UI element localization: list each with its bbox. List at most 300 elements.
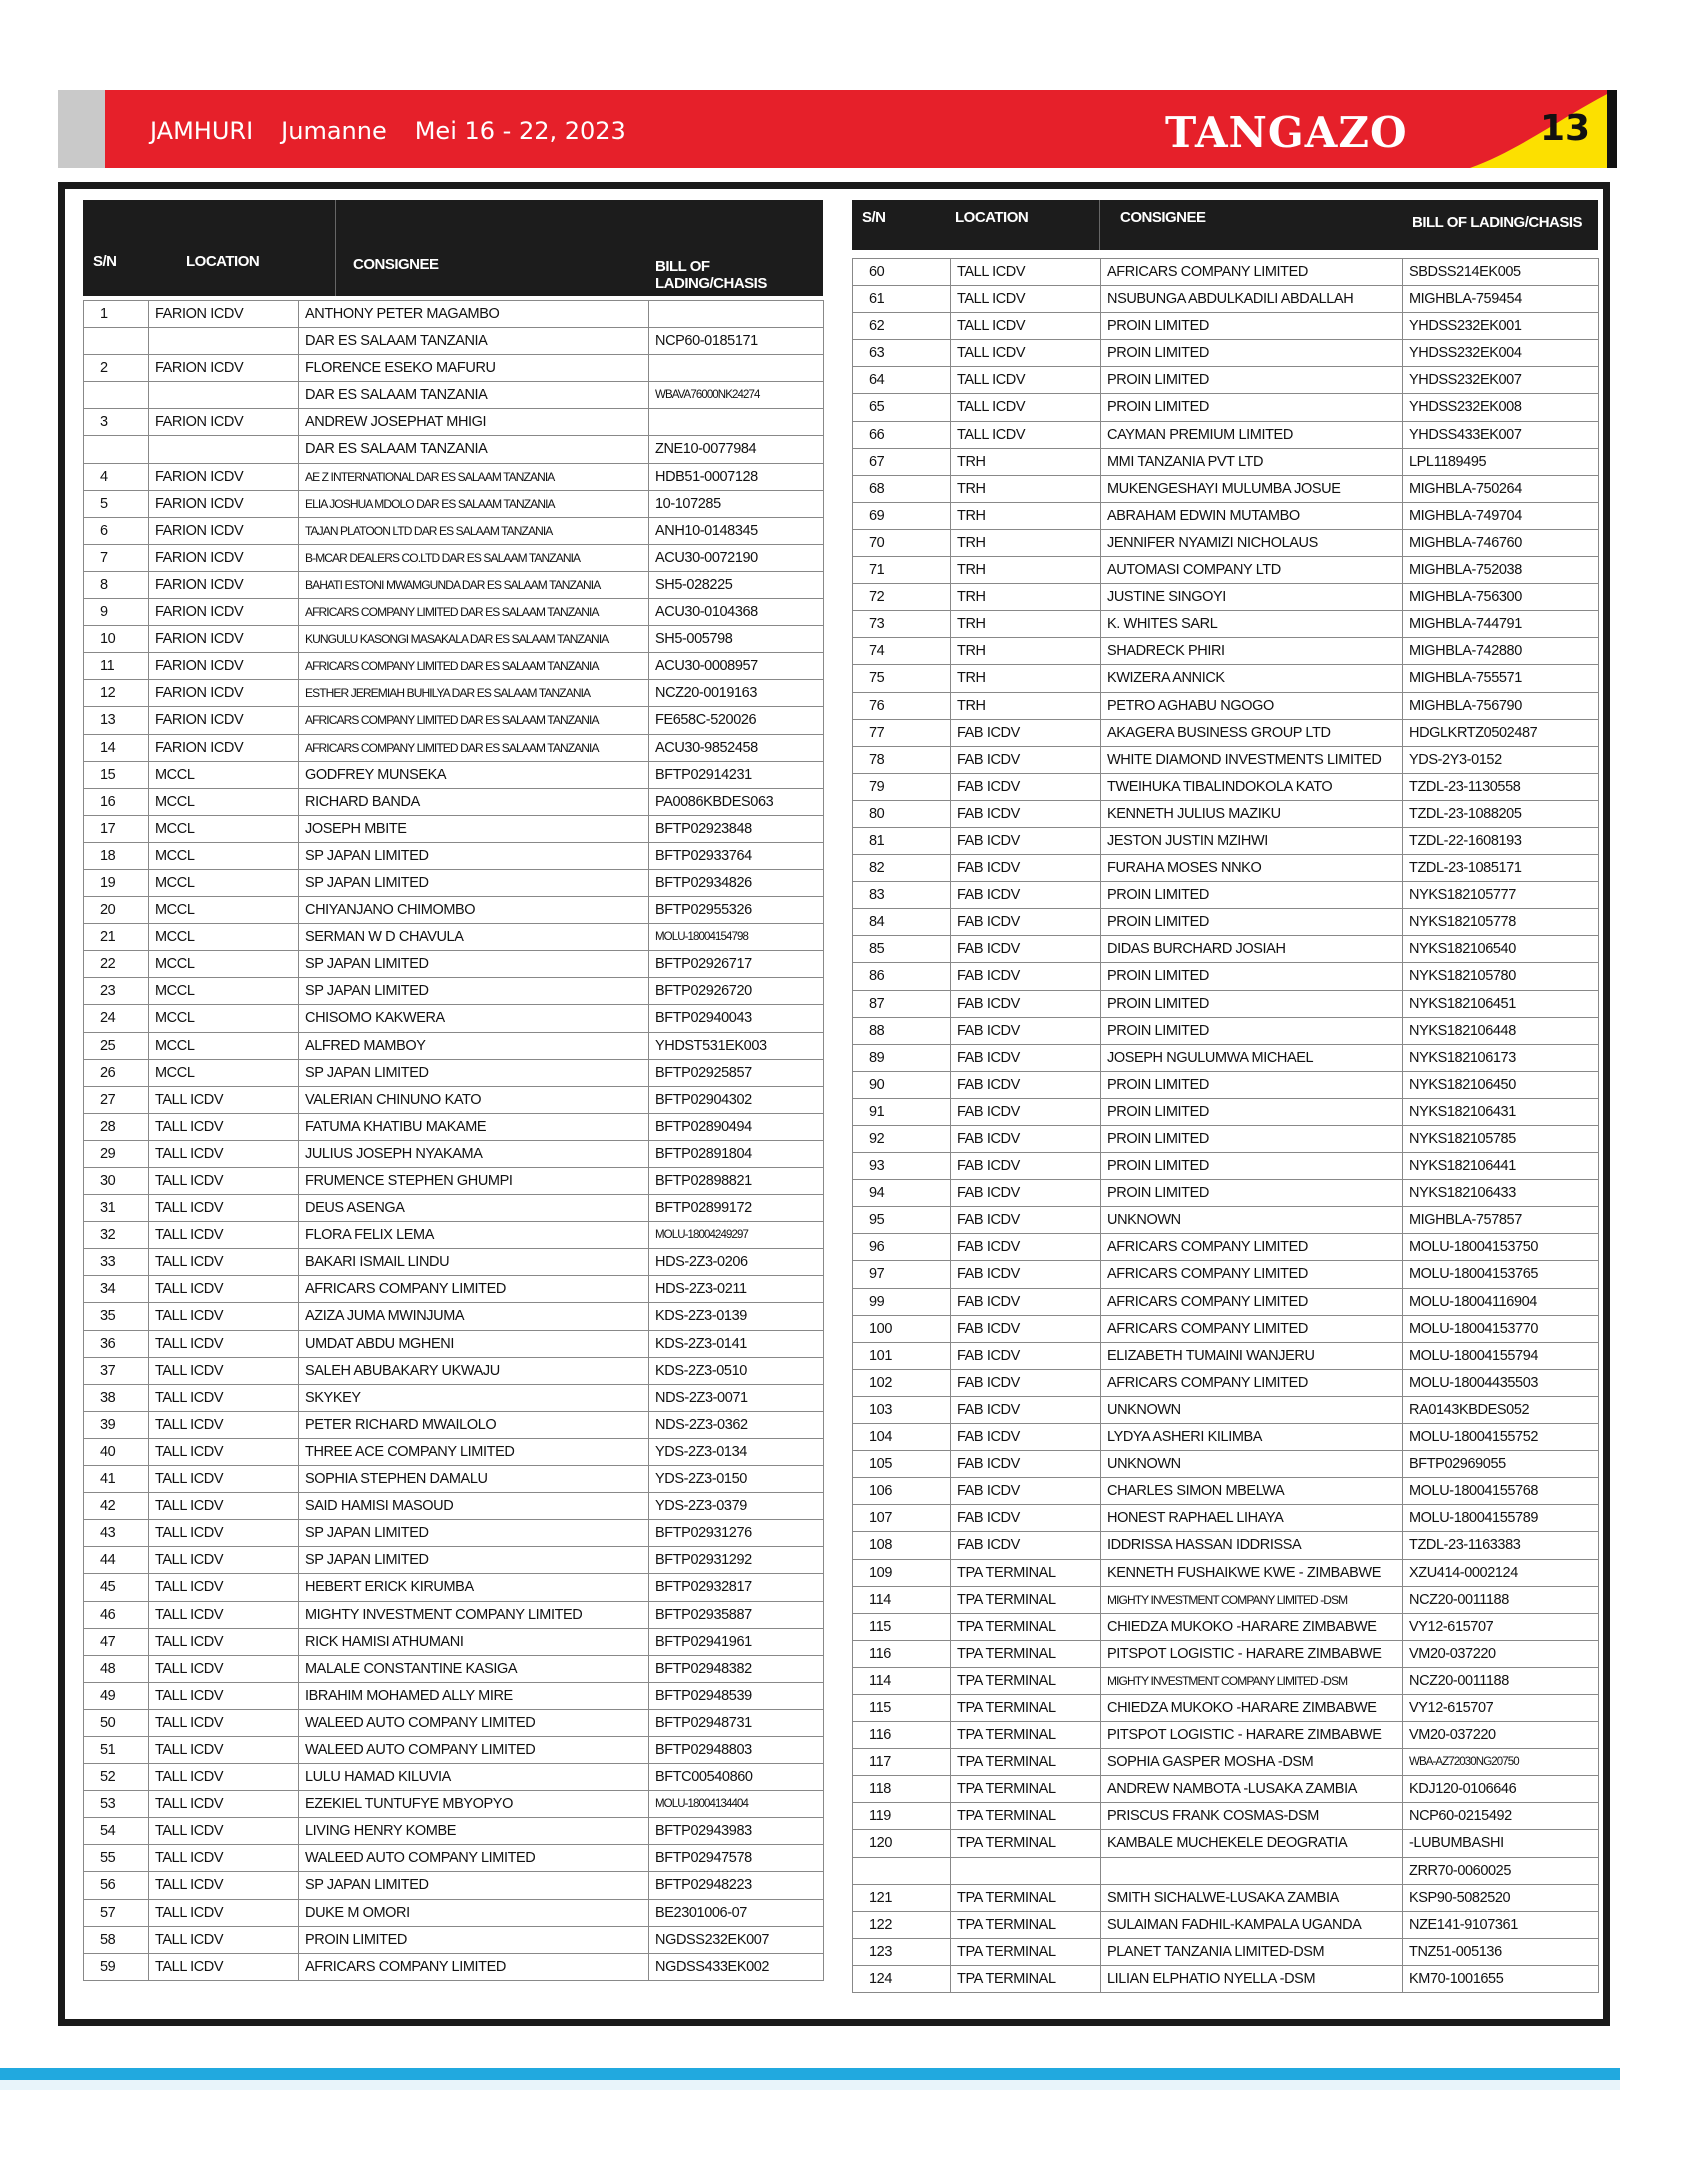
cell-consignee: B-MCAR DEALERS CO.LTD DAR ES SALAAM TANZANIA [299, 544, 649, 571]
table-row [84, 761, 824, 788]
cell-sn: 9 [84, 599, 149, 626]
cell-bill: NYKS182105778 [1403, 909, 1599, 936]
cell-consignee: PITSPOT LOGISTIC - HARARE ZIMBABWE [1101, 1722, 1403, 1749]
cell-sn: 4 [84, 463, 149, 490]
cell-consignee: RICK HAMISI ATHUMANI [299, 1628, 649, 1655]
header-meta [150, 117, 654, 145]
cell-consignee: AFRICARS COMPANY LIMITED [299, 1276, 649, 1303]
cell-bill: NYKS182106540 [1403, 936, 1599, 963]
table-row [853, 1613, 1599, 1640]
table-row [853, 367, 1599, 394]
cell-bill: NYKS182106448 [1403, 1017, 1599, 1044]
table-row [853, 936, 1599, 963]
cell-sn: 79 [853, 773, 951, 800]
right-table-body [853, 259, 1599, 1993]
cell-location: TALL ICDV [149, 1493, 299, 1520]
cell-location: FARION ICDV [149, 409, 299, 436]
cell-consignee: PROIN LIMITED [1101, 1098, 1403, 1125]
cell-location: TALL ICDV [149, 1330, 299, 1357]
cell-location: MCCL [149, 1005, 299, 1032]
table-row [853, 340, 1599, 367]
cell-sn: 44 [84, 1547, 149, 1574]
cell-location: TALL ICDV [149, 1547, 299, 1574]
table-row [84, 490, 824, 517]
cell-location: TPA TERMINAL [951, 1694, 1101, 1721]
cell-bill [649, 355, 824, 382]
cell-location: FAB ICDV [951, 1369, 1101, 1396]
cell-sn: 94 [853, 1180, 951, 1207]
table-row [84, 1059, 824, 1086]
cell-consignee: ALFRED MAMBOY [299, 1032, 649, 1059]
cell-sn: 52 [84, 1764, 149, 1791]
cell-location: TRH [951, 665, 1101, 692]
cell-consignee: PETRO AGHABU NGOGO [1101, 692, 1403, 719]
cell-location: FAB ICDV [951, 909, 1101, 936]
cell-consignee: AFRICARS COMPANY LIMITED DAR ES SALAAM TANZANIA [299, 653, 649, 680]
cell-consignee: PITSPOT LOGISTIC - HARARE ZIMBABWE [1101, 1640, 1403, 1667]
table-row [84, 626, 824, 653]
right-table [852, 258, 1599, 1993]
cell-sn: 78 [853, 746, 951, 773]
cell-sn: 12 [84, 680, 149, 707]
cell-consignee: UNKNOWN [1101, 1396, 1403, 1423]
table-row [853, 1180, 1599, 1207]
cell-location: FAB ICDV [951, 1342, 1101, 1369]
cell-location: TRH [951, 475, 1101, 502]
table-row [853, 1451, 1599, 1478]
cell-location: TPA TERMINAL [951, 1884, 1101, 1911]
cell-sn: 34 [84, 1276, 149, 1303]
cell-sn: 95 [853, 1207, 951, 1234]
cell-sn: 50 [84, 1709, 149, 1736]
cell-consignee: JUSTINE SINGOYI [1101, 584, 1403, 611]
table-row [84, 1276, 824, 1303]
cell-bill: TZDL-23-1085171 [1403, 855, 1599, 882]
cell-bill: KDS-2Z3-0139 [649, 1303, 824, 1330]
cell-sn: 40 [84, 1438, 149, 1465]
left-table-header [83, 200, 823, 296]
cell-sn: 37 [84, 1357, 149, 1384]
cell-location [149, 382, 299, 409]
cell-bill: NDS-2Z3-0362 [649, 1411, 824, 1438]
cell-consignee: SHADRECK PHIRI [1101, 638, 1403, 665]
cell-consignee: HEBERT ERICK KIRUMBA [299, 1574, 649, 1601]
cell-bill: NYKS182105777 [1403, 882, 1599, 909]
cell-location: TALL ICDV [951, 394, 1101, 421]
cell-sn: 61 [853, 286, 951, 313]
cell-consignee: MIGHTY INVESTMENT COMPANY LIMITED -DSM [1101, 1586, 1403, 1613]
table-row [84, 1926, 824, 1953]
cell-bill: BFTC00540860 [649, 1764, 824, 1791]
table-row [84, 463, 824, 490]
cell-consignee: SULAIMAN FADHIL-KAMPALA UGANDA [1101, 1911, 1403, 1938]
cell-consignee: PRISCUS FRANK COSMAS-DSM [1101, 1803, 1403, 1830]
cell-sn: 121 [853, 1884, 951, 1911]
cell-consignee: UNKNOWN [1101, 1451, 1403, 1478]
table-row [84, 1493, 824, 1520]
cell-sn: 7 [84, 544, 149, 571]
cell-location: FAB ICDV [951, 1234, 1101, 1261]
cell-bill: YHDSS232EK007 [1403, 367, 1599, 394]
table-row [853, 259, 1599, 286]
cell-consignee: AKAGERA BUSINESS GROUP LTD [1101, 719, 1403, 746]
table-row [853, 1694, 1599, 1721]
cell-sn: 116 [853, 1640, 951, 1667]
cell-sn: 46 [84, 1601, 149, 1628]
cell-consignee: WALEED AUTO COMPANY LIMITED [299, 1709, 649, 1736]
cell-consignee: BAHATI ESTONI MWAMGUNDA DAR ES SALAAM TANZANIA [299, 571, 649, 598]
table-row [853, 1261, 1599, 1288]
cell-location: FAB ICDV [951, 1532, 1101, 1559]
cell-sn: 47 [84, 1628, 149, 1655]
table-row [853, 638, 1599, 665]
header-divider [1099, 200, 1100, 250]
table-row [84, 1438, 824, 1465]
cell-location: TRH [951, 502, 1101, 529]
cell-location: FARION ICDV [149, 707, 299, 734]
cell-sn: 29 [84, 1140, 149, 1167]
cell-bill: BFTP02898821 [649, 1168, 824, 1195]
cell-consignee: KENNETH JULIUS MAZIKU [1101, 800, 1403, 827]
col-location: LOCATION [955, 209, 1029, 226]
cell-consignee: PROIN LIMITED [1101, 1017, 1403, 1044]
table-row [853, 1722, 1599, 1749]
cell-bill: HDS-2Z3-0211 [649, 1276, 824, 1303]
table-row [84, 1140, 824, 1167]
col-sn: S/N [93, 253, 117, 270]
cell-sn: 33 [84, 1249, 149, 1276]
cell-sn: 86 [853, 963, 951, 990]
cell-location: MCCL [149, 842, 299, 869]
cell-bill: KM70-1001655 [1403, 1965, 1599, 1992]
cell-sn: 8 [84, 571, 149, 598]
cell-consignee: KWIZERA ANNICK [1101, 665, 1403, 692]
cell-location: TPA TERMINAL [951, 1667, 1101, 1694]
cell-consignee: UMDAT ABDU MGHENI [299, 1330, 649, 1357]
table-row [84, 1655, 824, 1682]
cell-sn: 28 [84, 1113, 149, 1140]
cell-sn: 115 [853, 1694, 951, 1721]
cell-sn: 87 [853, 990, 951, 1017]
cell-consignee: CHIEDZA MUKOKO -HARARE ZIMBABWE [1101, 1613, 1403, 1640]
cell-location [149, 436, 299, 463]
cell-sn: 19 [84, 869, 149, 896]
cell-consignee: JOSEPH NGULUMWA MICHAEL [1101, 1044, 1403, 1071]
cell-bill: SH5-005798 [649, 626, 824, 653]
cell-location: FAB ICDV [951, 1017, 1101, 1044]
cell-bill: TZDL-23-1163383 [1403, 1532, 1599, 1559]
cell-sn: 43 [84, 1520, 149, 1547]
cell-sn: 107 [853, 1505, 951, 1532]
cell-location: TRH [951, 611, 1101, 638]
table-row [84, 328, 824, 355]
table-row [853, 1586, 1599, 1613]
cell-sn: 23 [84, 978, 149, 1005]
header-edge [1607, 90, 1617, 168]
cell-location: FAB ICDV [951, 773, 1101, 800]
cell-bill: BFTP02948382 [649, 1655, 824, 1682]
cell-bill: BFTP02932817 [649, 1574, 824, 1601]
table-row [84, 1736, 824, 1763]
table-row [84, 599, 824, 626]
cell-location: FAB ICDV [951, 990, 1101, 1017]
cell-bill: HDB51-0007128 [649, 463, 824, 490]
section-title: TANGAZO [1165, 108, 1408, 157]
cell-bill: BFTP02969055 [1403, 1451, 1599, 1478]
cell-location: TALL ICDV [149, 1601, 299, 1628]
table-row [853, 1342, 1599, 1369]
cell-sn: 16 [84, 788, 149, 815]
cell-consignee: ANDREW NAMBOTA -LUSAKA ZAMBIA [1101, 1776, 1403, 1803]
cell-sn: 83 [853, 882, 951, 909]
cell-bill: ACU30-0072190 [649, 544, 824, 571]
cell-bill: MOLU-18004154798 [649, 924, 824, 951]
cell-bill: ACU30-0104368 [649, 599, 824, 626]
cell-sn: 2 [84, 355, 149, 382]
cell-sn: 68 [853, 475, 951, 502]
cell-location: TALL ICDV [149, 1438, 299, 1465]
col-location: LOCATION [186, 253, 260, 270]
cell-sn: 45 [84, 1574, 149, 1601]
cell-consignee: TWEIHUKA TIBALINDOKOLA KATO [1101, 773, 1403, 800]
cell-consignee: FLORA FELIX LEMA [299, 1222, 649, 1249]
cell-consignee: AZIZA JUMA MWINJUMA [299, 1303, 649, 1330]
table-row [84, 680, 824, 707]
cell-location: MCCL [149, 1059, 299, 1086]
cell-consignee: KAMBALE MUCHEKELE DEOGRATIA [1101, 1830, 1403, 1857]
cell-consignee: FURAHA MOSES NNKO [1101, 855, 1403, 882]
cell-location: MCCL [149, 761, 299, 788]
cell-location: FAB ICDV [951, 1153, 1101, 1180]
cell-sn: 84 [853, 909, 951, 936]
cell-bill: BFTP02948803 [649, 1736, 824, 1763]
table-row [853, 1857, 1599, 1884]
cell-consignee: PROIN LIMITED [299, 1926, 649, 1953]
cell-consignee: PROIN LIMITED [1101, 990, 1403, 1017]
table-row [853, 502, 1599, 529]
cell-bill: KDS-2Z3-0141 [649, 1330, 824, 1357]
cell-bill: NYKS182106450 [1403, 1071, 1599, 1098]
cell-sn: 114 [853, 1667, 951, 1694]
cell-consignee: GODFREY MUNSEKA [299, 761, 649, 788]
cell-bill: TZDL-22-1608193 [1403, 827, 1599, 854]
cell-bill: BFTP02948539 [649, 1682, 824, 1709]
cell-sn: 70 [853, 529, 951, 556]
cell-location [951, 1857, 1101, 1884]
cell-location: TALL ICDV [951, 286, 1101, 313]
cell-sn: 82 [853, 855, 951, 882]
cell-consignee: BAKARI ISMAIL LINDU [299, 1249, 649, 1276]
cell-sn: 31 [84, 1195, 149, 1222]
cell-sn: 106 [853, 1478, 951, 1505]
table-row [853, 882, 1599, 909]
cell-bill: SH5-028225 [649, 571, 824, 598]
cell-sn: 1 [84, 301, 149, 328]
cell-sn: 41 [84, 1466, 149, 1493]
cell-bill: HDGLKRTZ0502487 [1403, 719, 1599, 746]
table-row [853, 827, 1599, 854]
left-table-body [84, 301, 824, 1981]
cell-sn: 26 [84, 1059, 149, 1086]
col-bill: BILL OF LADING/CHASIS [655, 258, 767, 292]
cell-location: FAB ICDV [951, 746, 1101, 773]
cell-location: TALL ICDV [149, 1872, 299, 1899]
cell-consignee: SP JAPAN LIMITED [299, 869, 649, 896]
cell-consignee: SP JAPAN LIMITED [299, 978, 649, 1005]
cell-sn: 6 [84, 517, 149, 544]
table-row [853, 1667, 1599, 1694]
cell-bill: YHDSS433EK007 [1403, 421, 1599, 448]
cell-consignee: WALEED AUTO COMPANY LIMITED [299, 1736, 649, 1763]
table-row [853, 692, 1599, 719]
cell-bill: NYKS182105780 [1403, 963, 1599, 990]
cell-consignee: SAID HAMISI MASOUD [299, 1493, 649, 1520]
cell-location: TALL ICDV [149, 1168, 299, 1195]
cell-sn: 117 [853, 1749, 951, 1776]
cell-bill: MIGHBLA-746760 [1403, 529, 1599, 556]
table-row [853, 1505, 1599, 1532]
cell-location: TALL ICDV [149, 1384, 299, 1411]
table-row [84, 517, 824, 544]
table-row [853, 557, 1599, 584]
table-row [853, 746, 1599, 773]
cell-consignee: CHISOMO KAKWERA [299, 1005, 649, 1032]
cell-bill: BFTP02931292 [649, 1547, 824, 1574]
cell-bill: MOLU-18004155794 [1403, 1342, 1599, 1369]
cell-bill: YDS-2Y3-0152 [1403, 746, 1599, 773]
table-row [853, 773, 1599, 800]
cell-consignee: SP JAPAN LIMITED [299, 1059, 649, 1086]
table-row [853, 394, 1599, 421]
cell-location: TALL ICDV [951, 421, 1101, 448]
table-row [853, 1207, 1599, 1234]
cell-consignee: UNKNOWN [1101, 1207, 1403, 1234]
cell-consignee: PROIN LIMITED [1101, 367, 1403, 394]
cell-consignee: ELIZABETH TUMAINI WANJERU [1101, 1342, 1403, 1369]
cell-sn: 5 [84, 490, 149, 517]
cell-bill: NCZ20-0011188 [1403, 1667, 1599, 1694]
cell-location: FAB ICDV [951, 1098, 1101, 1125]
cell-bill: NYKS182105785 [1403, 1126, 1599, 1153]
cell-consignee: AE Z INTERNATIONAL DAR ES SALAAM TANZANIA [299, 463, 649, 490]
cell-bill: BFTP02926720 [649, 978, 824, 1005]
cell-bill: TZDL-23-1088205 [1403, 800, 1599, 827]
cell-bill: MIGHBLA-744791 [1403, 611, 1599, 638]
cell-consignee: ANDREW JOSEPHAT MHIGI [299, 409, 649, 436]
cell-bill: MOLU-18004155789 [1403, 1505, 1599, 1532]
cell-sn: 115 [853, 1613, 951, 1640]
table-row [853, 1911, 1599, 1938]
cell-location: FARION ICDV [149, 680, 299, 707]
cell-bill: YHDSS232EK001 [1403, 313, 1599, 340]
table-row [853, 1044, 1599, 1071]
cell-consignee: WALEED AUTO COMPANY LIMITED [299, 1845, 649, 1872]
cell-location: FAB ICDV [951, 1424, 1101, 1451]
cell-bill: NDS-2Z3-0071 [649, 1384, 824, 1411]
cell-location: TALL ICDV [149, 1574, 299, 1601]
cell-sn: 67 [853, 448, 951, 475]
cell-bill: BFTP02948223 [649, 1872, 824, 1899]
cell-consignee: PROIN LIMITED [1101, 1071, 1403, 1098]
paper-name: JAMHURI [150, 117, 254, 145]
header-grey-block [58, 90, 105, 168]
cell-sn: 53 [84, 1791, 149, 1818]
table-row [84, 1330, 824, 1357]
cell-consignee: AFRICARS COMPANY LIMITED [299, 1953, 649, 1980]
cell-bill: MOLU-18004153770 [1403, 1315, 1599, 1342]
table-row [84, 1357, 824, 1384]
cell-location: TALL ICDV [149, 1709, 299, 1736]
table-row [853, 1315, 1599, 1342]
table-row [853, 1803, 1599, 1830]
cell-bill: SBDSS214EK005 [1403, 259, 1599, 286]
cell-consignee: JOSEPH MBITE [299, 815, 649, 842]
cell-location: TPA TERMINAL [951, 1803, 1101, 1830]
cell-sn: 38 [84, 1384, 149, 1411]
cell-bill: BFTP02925857 [649, 1059, 824, 1086]
cell-sn: 17 [84, 815, 149, 842]
cell-sn: 76 [853, 692, 951, 719]
cell-location: MCCL [149, 815, 299, 842]
cell-sn: 73 [853, 611, 951, 638]
table-row [84, 842, 824, 869]
cell-sn: 3 [84, 409, 149, 436]
cell-bill: BFTP02948731 [649, 1709, 824, 1736]
issue-day: Jumanne [281, 117, 387, 145]
table-row [853, 1938, 1599, 1965]
cell-sn: 92 [853, 1126, 951, 1153]
cell-consignee: AFRICARS COMPANY LIMITED [1101, 259, 1403, 286]
cell-sn: 27 [84, 1086, 149, 1113]
cell-bill: NYKS182106433 [1403, 1180, 1599, 1207]
cell-location: TALL ICDV [951, 340, 1101, 367]
cell-consignee: DEUS ASENGA [299, 1195, 649, 1222]
cell-bill: BFTP02934826 [649, 869, 824, 896]
cell-consignee: AFRICARS COMPANY LIMITED DAR ES SALAAM TANZANIA [299, 707, 649, 734]
cell-bill: BFTP02955326 [649, 897, 824, 924]
table-row [853, 1884, 1599, 1911]
col-sn: S/N [862, 209, 886, 226]
cell-bill: VM20-037220 [1403, 1640, 1599, 1667]
table-row [853, 1965, 1599, 1992]
cell-sn: 114 [853, 1586, 951, 1613]
table-row [84, 1601, 824, 1628]
table-row [84, 1384, 824, 1411]
cell-bill: NCZ20-0011188 [1403, 1586, 1599, 1613]
table-row [84, 978, 824, 1005]
cell-location: FARION ICDV [149, 653, 299, 680]
cell-bill: FE658C-520026 [649, 707, 824, 734]
cell-location: TALL ICDV [149, 1249, 299, 1276]
cell-sn: 120 [853, 1830, 951, 1857]
cell-sn: 103 [853, 1396, 951, 1423]
cell-location: TALL ICDV [149, 1113, 299, 1140]
cell-location: TPA TERMINAL [951, 1911, 1101, 1938]
cell-consignee: PROIN LIMITED [1101, 1180, 1403, 1207]
cell-bill: TZDL-23-1130558 [1403, 773, 1599, 800]
cell-bill: MOLU-18004249297 [649, 1222, 824, 1249]
table-row [853, 800, 1599, 827]
cell-bill [649, 301, 824, 328]
table-row [853, 1071, 1599, 1098]
cell-consignee: PROIN LIMITED [1101, 394, 1403, 421]
cell-consignee: VALERIAN CHINUNO KATO [299, 1086, 649, 1113]
cell-location: TALL ICDV [149, 1411, 299, 1438]
cell-bill: MIGHBLA-759454 [1403, 286, 1599, 313]
cell-location: FAB ICDV [951, 936, 1101, 963]
table-row [84, 1818, 824, 1845]
cell-bill: BFTP02914231 [649, 761, 824, 788]
